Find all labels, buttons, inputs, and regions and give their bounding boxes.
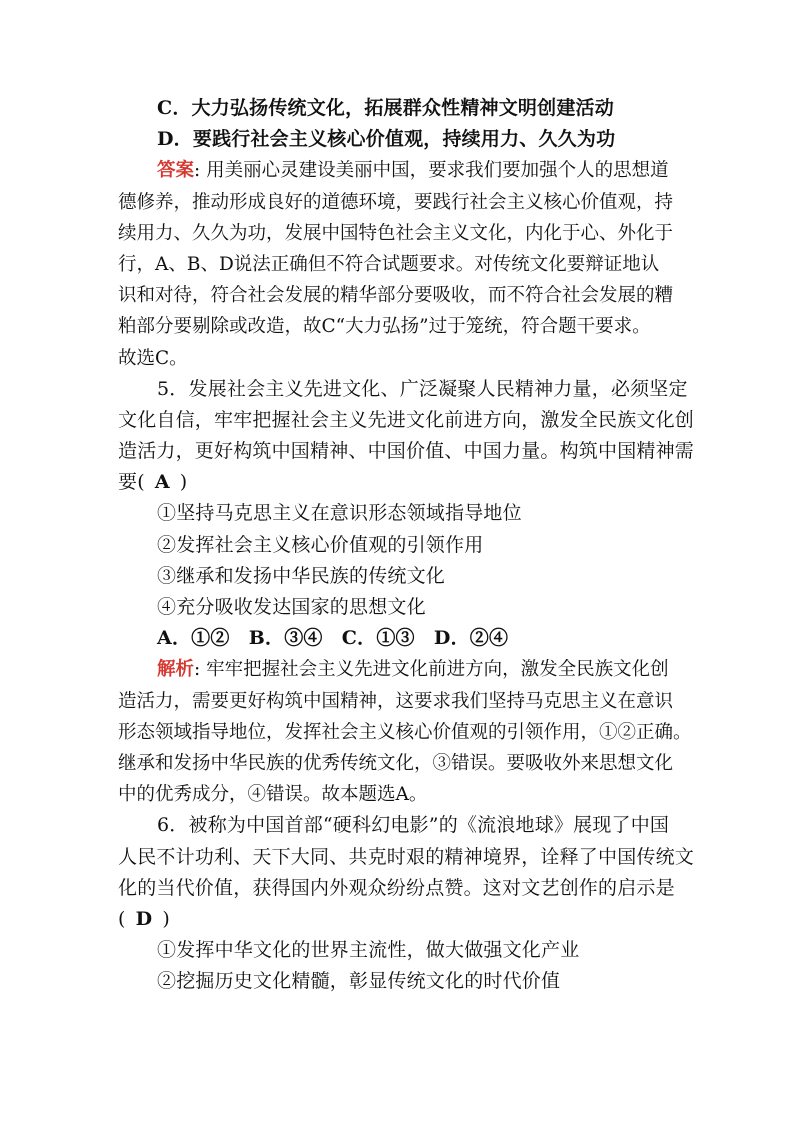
q6-item-1: ①发挥中华文化的世界主流性，做大做强文化产业 [157,939,580,962]
q5-explain-line-2: 造活力，需要更好构筑中国精神，这要求我们坚持马克思主义在意识 [118,690,674,712]
answer-tag: 答案 [157,160,195,182]
q5-answer-letter: A [154,471,170,494]
q6-answer-letter: D [135,907,153,930]
q5-item-2: ②发挥社会主义核心价值观的引领作用 [157,533,484,556]
q5-stem-line-2: 文化自信，牢牢把握社会主义先进文化前进方向，激发全民族文化创 [118,408,695,431]
q4-option-c: C．大力弘扬传统文化，拓展群众性精神文明创建活动 [157,97,614,119]
q4-answer-line-7: 故选C。 [118,347,188,369]
q4-answer-line-5: 识和对待，符合社会发展的精华部分要吸收，而不符合社会发展的糟 [118,285,674,307]
q6-stem-suffix: ) [162,907,170,930]
q6-stem-line-2: 人民不计功利、天下大同、共克时艰的精神境界，诠释了中国传统文 [118,845,695,868]
q6-stem-line-4 [118,904,678,935]
q4-answer-line-3: 续用力、久久为功，发展中国特色社会主义文化，内化于心、外化于 [118,222,674,244]
q5-stem-line-3: 造活力，更好构筑中国精神、中国价值、中国力量。构筑中国精神需 [118,440,695,463]
q6-stem-line-3: 化的当代价值，获得国内外观众纷纷点赞。这对文艺创作的启示是 [118,876,675,899]
q5-stem-line-4 [118,467,678,498]
explain-tag: 解析 [157,659,195,681]
q6-stem-prefix: ( [118,907,126,930]
q4-answer-line-4: 行，A、B、D说法正确但不符合试题要求。对传统文化要辩证地认 [118,253,660,275]
q5-item-1: ①坚持马克思主义在意识形态领域指导地位 [157,502,522,525]
q5-stem-prefix: 要( [118,471,145,494]
q5-explain-line-5: 中的优秀成分，④错误。故本题选A。 [118,784,428,806]
q5-item-4: ④充分吸收发达国家的思想文化 [157,596,426,618]
content-area [118,93,695,997]
answer-text: : 用美丽心灵建设美丽中国，要求我们要加强个人的思想道 [194,160,669,182]
q5-explain-line-4: 继承和发扬中华民族的优秀传统文化，③错误。要吸收外来思想文化 [118,752,674,774]
q5-choices: A．①② B．③④ C．①③ D．②④ [157,627,509,650]
q4-answer-line-6: 粕部分要剔除或改造，故C“大力弘扬”过于笼统，符合题干要求。 [118,316,651,338]
q5-stem-suffix: ) [179,471,188,494]
q4-option-d: D．要践行社会主义核心价值观，持续用力、久久为功 [157,128,616,151]
q5-item-3: ③继承和发扬中华民族的传统文化 [157,564,446,587]
q4-answer-line-1 [118,155,678,186]
q6-stem-line-1: 6．被称为中国首部“硬科幻电影”的《流浪地球》展现了中国 [157,814,670,837]
q5-explain-line-3: 形态领域指导地位，发挥社会主义核心价值观的引领作用，①②正确。 [118,721,692,743]
q5-explain-line-1 [118,654,678,685]
q6-item-2: ②挖掘历史文化精髓，彰显传统文化的时代价值 [157,970,561,993]
q5-stem-line-1: 5．发展社会主义先进文化、广泛凝聚人民精神力量，必须坚定 [157,377,688,400]
explain-text: : 牢牢把握社会主义先进文化前进方向，激发全民族文化创 [194,659,669,681]
q4-answer-line-2: 德修养，推动形成良好的道德环境，要践行社会主义核心价值观，持 [118,191,674,213]
